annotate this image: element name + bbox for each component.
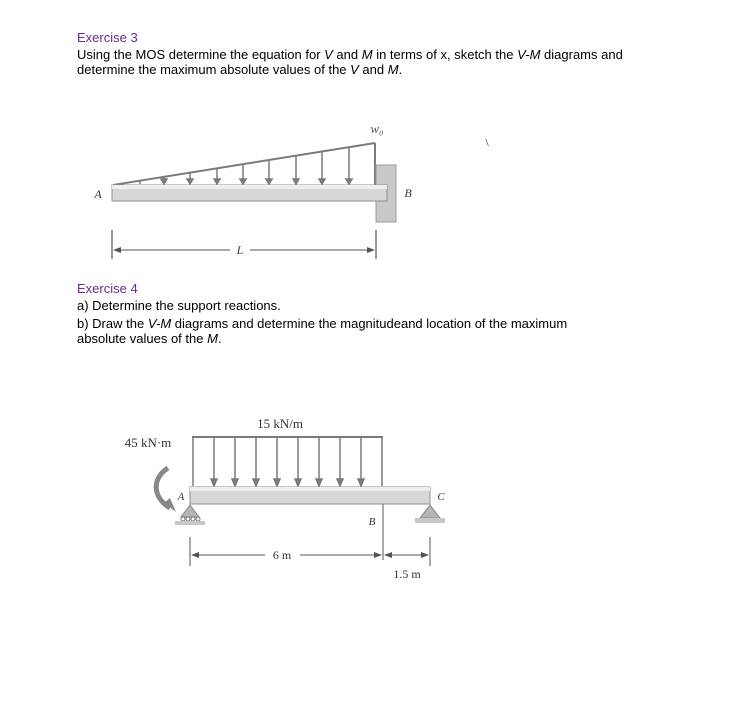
point-b4-label: B — [368, 516, 376, 528]
moment-label: 45 kN·m — [124, 435, 172, 450]
pin-support-c — [420, 505, 440, 518]
exercise4-part-b-line1: b) Draw the V-M diagrams and determine the magnitudeand location of the maximum — [77, 316, 568, 331]
exercise3-title: Exercise 3 — [77, 30, 138, 45]
exercise4-title: Exercise 4 — [77, 281, 138, 296]
point-a-label: A — [94, 187, 102, 201]
exercise3-line1: Using the MOS determine the equation for V and M in terms of x, sketch the V-M diagrams and — [77, 47, 623, 62]
exercise4-part-b-line2: absolute values of the M. — [77, 331, 222, 346]
uniform-load-arrows — [193, 437, 382, 486]
exercise3-line2: determine the maximum absolute values of the V and M. — [77, 62, 403, 77]
span-ab-label: 6 m — [272, 548, 292, 562]
point-c4-label: C — [437, 491, 445, 503]
stray-mark: \ — [485, 135, 489, 149]
point-b-label: B — [404, 186, 412, 200]
point-a4-label: A — [177, 491, 185, 503]
exercise4-part-a: a) Determine the support reactions. — [77, 298, 281, 313]
uniform-load-label: 15 kN/m — [257, 416, 303, 431]
roller-support-a — [181, 505, 199, 517]
length-label: L — [236, 243, 244, 257]
span-bc-label: 1.5 m — [393, 567, 421, 581]
load-intensity-label: w₀ — [370, 121, 384, 136]
